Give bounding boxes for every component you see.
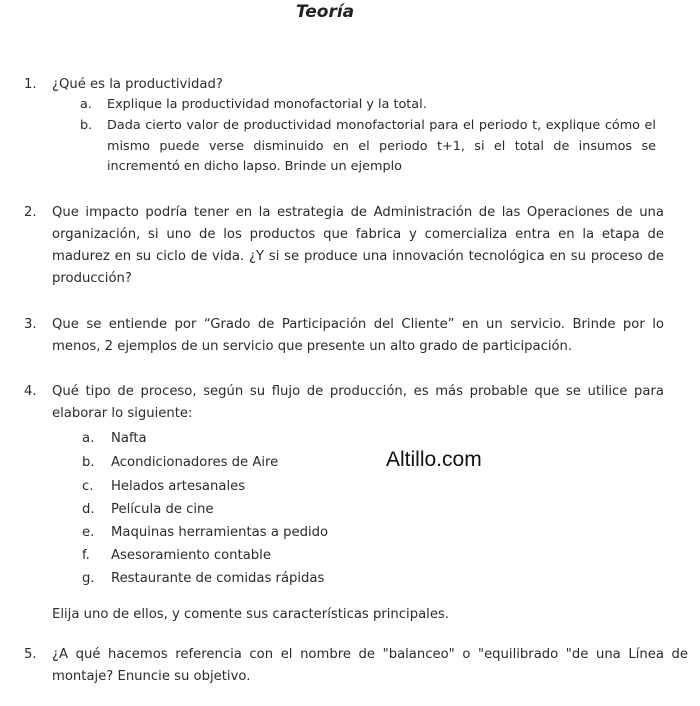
item-text: Asesoramiento contable [111,548,271,563]
question-text: Que impacto podría tener en la estrategia de Administración de las Operaciones de una organización, si uno de los productos que fabrica y comercializa entra en la etapa de madurez en su ciclo de vida. ¿Y si se produce una innovación tecnológica en su proceso de producción? [52,205,664,286]
subitem-letter: a. [80,97,92,112]
subitem-letter: b. [80,118,93,133]
question-number: 2. [24,205,37,220]
item-text: Acondicionadores de Aire [111,455,279,470]
item-text: Helados artesanales [111,479,246,494]
question-number: 3. [24,317,37,332]
item-letter: g. [82,571,95,586]
item-text: Maquinas herramientas a pedido [111,525,329,540]
item-letter: a. [82,431,95,446]
question-4-item-e [82,523,328,543]
question-number: 5. [24,647,37,662]
question-1-subitem-b [80,116,656,178]
item-letter: f. [82,548,90,563]
question-1-subitem-a [80,95,656,116]
question-number: 4. [24,384,37,399]
question-text: Que se entiende por “Grado de Participación del Cliente” en un servicio. Brinde por lo menos, 2 ejemplos de un servicio que presente un alto grado de participación. [52,317,664,354]
item-text: Película de cine [111,502,214,517]
item-text: Nafta [111,431,147,446]
question-number: 1. [24,77,37,92]
question-4-item-b [82,453,278,473]
item-letter: e. [82,525,95,540]
page-title: Teoría [295,2,355,22]
item-letter: c. [82,479,94,494]
question-4-item-g [82,569,324,589]
question-4-item-f [82,546,271,566]
question-2 [24,202,664,290]
question-1 [24,74,664,96]
question-4-item-c [82,477,245,497]
question-text: Qué tipo de proceso, según su flujo de producción, es más probable que se utilice para elaborar lo siguiente: [52,384,664,421]
question-text: ¿Qué es la productividad? [52,77,223,92]
question-4-item-a [82,429,147,449]
question-3 [24,314,664,358]
item-letter: d. [82,502,95,517]
question-4-closing: Elija uno de ellos, y comente sus características principales. [52,607,449,622]
item-letter: b. [82,455,95,470]
question-text: ¿A qué hacemos referencia con el nombre de "balanceo" o "equilibrado "de una Línea de montaje? Enuncie su objetivo. [52,647,688,684]
subitem-text: Dada cierto valor de productividad monofactorial para el periodo t, explique cómo el mismo puede verse disminuido en el periodo t+1, si el total de insumos se incrementó en dicho lapso. Brinde un ejemplo [107,118,656,174]
question-4-item-d [82,500,214,520]
item-text: Restaurante de comidas rápidas [111,571,325,586]
question-4 [24,381,664,425]
subitem-text: Explique la productividad monofactorial y la total. [107,97,427,112]
watermark-text: Altillo.com [386,448,482,471]
question-5 [24,644,688,688]
